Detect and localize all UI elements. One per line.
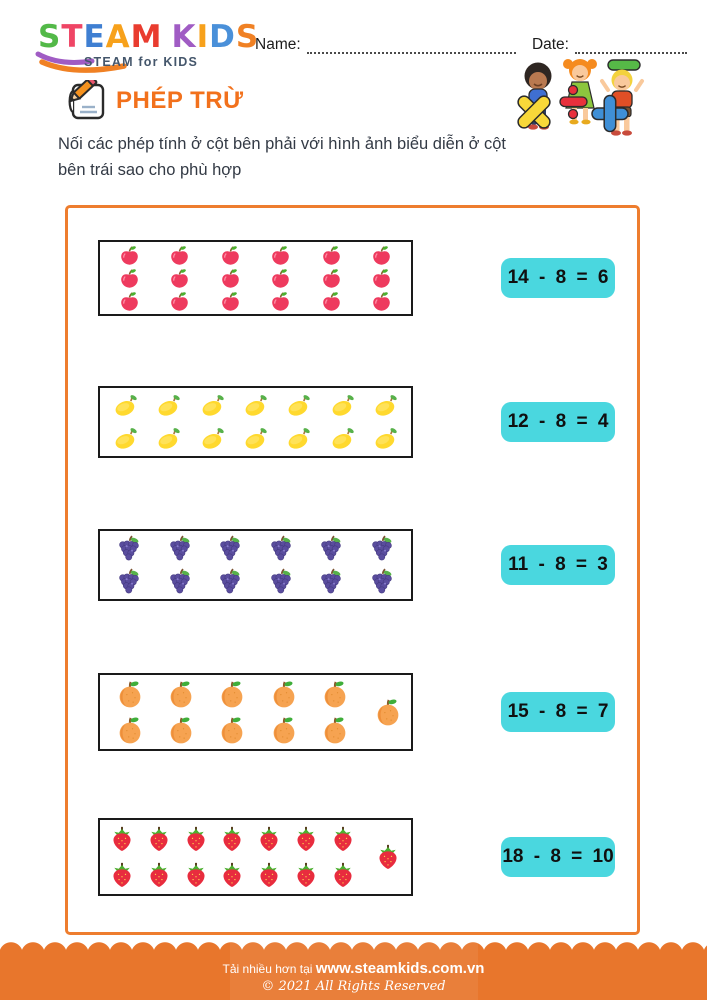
name-label: Name: [255,36,301,53]
grapes-icon [166,568,194,596]
fruit-grid-row [104,861,361,889]
grapes-icon [317,535,345,563]
orange-icon [373,697,403,727]
apple-icon [269,290,292,313]
apple-icon [168,244,191,267]
strawberry-icon [218,825,246,853]
strawberry-icon [292,825,320,853]
lemon-icon [372,392,399,419]
lemon-icon [372,425,399,452]
orange-icon [217,715,247,745]
strawberry-icon [255,861,283,889]
lemon-icon [329,392,356,419]
footer-download-line [0,954,707,977]
apple-icon [168,267,191,290]
worksheet-row [98,529,615,601]
apple-icon [370,290,393,313]
apple-icon [320,244,343,267]
strawberry-icon [108,825,136,853]
lemon-icon [242,425,269,452]
strawberry-icon [108,861,136,889]
strawberry-icon [182,861,210,889]
grapes-icon [267,535,295,563]
lemon-icon [155,392,182,419]
orange-icon [320,679,350,709]
strawberry-icon [329,825,357,853]
apple-icon [370,244,393,267]
fruit-grid [100,675,365,749]
fruit-grid-row [104,267,407,290]
strawberry-icon [255,825,283,853]
logo-letter: M [130,19,163,55]
logo-letter: A [105,19,131,55]
grapes-icon [216,535,244,563]
pencil-paper-icon [62,80,108,122]
equation-chip[interactable]: 12 - 8 = 4 [501,402,615,442]
equation-chip[interactable]: 15 - 8 = 7 [501,692,615,732]
lemon-icon [285,425,312,452]
lemon-icon [242,392,269,419]
fruit-grid-row [104,392,407,419]
fruit-grid [100,242,411,314]
instruction-text: Nối các phép tính ở cột bên phải với hình ảnh biểu diễn ở cột bên trái sao cho phù hợp [58,135,506,179]
equation-chip[interactable]: 18 - 8 = 10 [501,837,615,877]
lemon-icon [329,425,356,452]
strawberry-icon [182,825,210,853]
apple-icon [118,290,141,313]
apple-icon [320,267,343,290]
lemon-icon [112,392,139,419]
worksheet-row [98,240,615,316]
logo-wordmark [38,19,260,55]
apple-icon [118,244,141,267]
orange-icon [320,715,350,745]
logo-letter: S [38,19,62,55]
grapes-icon [216,568,244,596]
fruit-box-apple[interactable] [98,240,413,316]
grapes-icon [368,535,396,563]
strawberry-icon [145,861,173,889]
apple-icon [168,290,191,313]
strawberry-icon [329,861,357,889]
equation-chip[interactable]: 14 - 8 = 6 [501,258,615,298]
equation-chip[interactable]: 11 - 8 = 3 [501,545,615,585]
page-title: PHÉP TRỪ [116,87,244,114]
fruit-grid-row [104,825,361,853]
apple-icon [219,244,242,267]
lemon-icon [285,392,312,419]
fruit-grid-row [104,679,361,709]
grapes-icon [267,568,295,596]
orange-icon [115,679,145,709]
worksheet-frame [65,205,640,935]
kids-math-illustration [510,56,652,168]
fruit-box-strawberry[interactable] [98,818,413,896]
strawberry-icon [145,825,173,853]
grapes-icon [115,568,143,596]
strawberry-icon [218,861,246,889]
fruit-box-lemon[interactable] [98,386,413,458]
apple-icon [118,267,141,290]
worksheet-row [98,673,615,751]
logo-letter: D [209,19,236,55]
grapes-icon [368,568,396,596]
logo-letter: K [171,19,197,55]
logo-letter: S [235,19,260,55]
date-input-line[interactable] [575,37,687,54]
fruit-grid-row [104,244,407,267]
name-input-line[interactable] [307,37,516,54]
apple-icon [219,267,242,290]
apple-icon [320,290,343,313]
fruit-grid-row [104,715,361,745]
fruit-grid [100,388,411,456]
strawberry-icon [292,861,320,889]
footer [0,954,707,1000]
apple-icon [370,267,393,290]
logo-letter: T [61,19,84,55]
footer-prefix: Tải nhiều hơn tại [222,962,316,976]
steam-kids-logo [38,19,260,69]
fruit-extra [365,675,411,749]
lemon-icon [199,392,226,419]
fruit-grid [100,820,365,894]
title-row [62,80,244,122]
lemon-icon [155,425,182,452]
worksheet-row [98,818,615,896]
fruit-box-grapes[interactable] [98,529,413,601]
fruit-grid-row [104,425,407,452]
orange-icon [269,679,299,709]
orange-icon [269,715,299,745]
logo-letter: E [83,19,106,55]
orange-icon [217,679,247,709]
fruit-box-orange[interactable] [98,673,413,751]
fruit-grid [100,531,411,599]
minus-symbol [608,60,640,70]
orange-icon [166,679,196,709]
apple-icon [219,290,242,313]
logo-letter: I [196,19,210,55]
lemon-icon [199,425,226,452]
logo-tagline: STEAM for KIDS [84,55,199,69]
fruit-extra [365,820,411,894]
grapes-icon [317,568,345,596]
orange-icon [166,715,196,745]
date-label: Date: [531,36,569,53]
fruit-grid-row [104,568,407,596]
footer-site-url: www.steamkids.com.vn [315,960,485,977]
grapes-icon [166,535,194,563]
fruit-grid-row [104,535,407,563]
apple-icon [269,267,292,290]
worksheet-row [98,386,615,458]
strawberry-icon [374,843,402,871]
header-fields [255,36,687,54]
lemon-icon [112,425,139,452]
grapes-icon [115,535,143,563]
fruit-grid-row [104,290,407,313]
orange-icon [115,715,145,745]
footer-copyright: © 2021 All Rights Reserved [261,979,446,994]
apple-icon [269,244,292,267]
